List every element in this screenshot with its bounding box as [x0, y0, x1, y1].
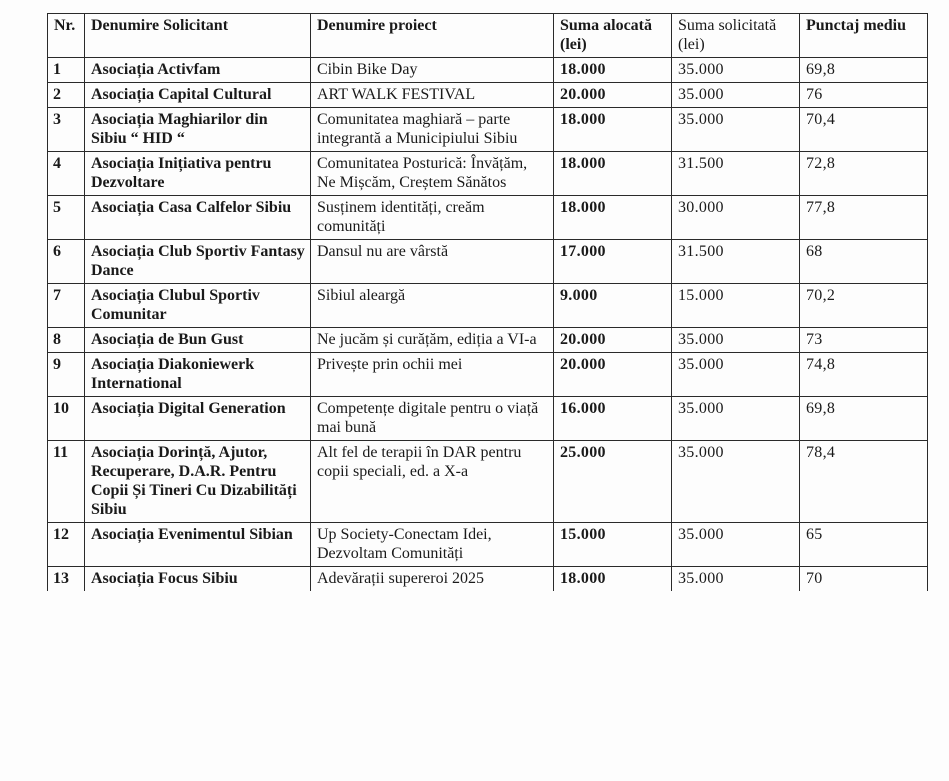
table-row [48, 328, 928, 353]
row-suma-alocata: 9.000 [554, 284, 672, 328]
row-nr: 2 [48, 83, 85, 108]
row-proiect: Dansul nu are vârstă [311, 240, 554, 284]
header-nr: Nr. [48, 14, 85, 58]
row-punctaj: 72,8 [800, 152, 928, 196]
row-punctaj: 69,8 [800, 397, 928, 441]
row-punctaj: 69,8 [800, 58, 928, 83]
row-suma-alocata: 18.000 [554, 58, 672, 83]
row-proiect: Adevărații supereroi 2025 [311, 567, 554, 592]
row-suma-solicitata: 35.000 [672, 523, 800, 567]
row-solicitant: Asociația Clubul Sportiv Comunitar [85, 284, 311, 328]
row-punctaj: 70 [800, 567, 928, 592]
row-suma-solicitata: 35.000 [672, 441, 800, 523]
table-row [48, 152, 928, 196]
row-proiect: ART WALK FESTIVAL [311, 83, 554, 108]
row-punctaj: 70,2 [800, 284, 928, 328]
row-proiect: Competențe digitale pentru o viață mai bună [311, 397, 554, 441]
table-row [48, 240, 928, 284]
row-suma-solicitata: 31.500 [672, 152, 800, 196]
table-row [48, 108, 928, 152]
row-nr: 12 [48, 523, 85, 567]
row-suma-solicitata: 35.000 [672, 328, 800, 353]
table-row [48, 284, 928, 328]
row-punctaj: 74,8 [800, 353, 928, 397]
row-solicitant: Asociația Focus Sibiu [85, 567, 311, 592]
row-punctaj: 70,4 [800, 108, 928, 152]
row-suma-alocata: 20.000 [554, 353, 672, 397]
row-punctaj: 77,8 [800, 196, 928, 240]
row-proiect: Susținem identități, creăm comunități [311, 196, 554, 240]
row-nr: 9 [48, 353, 85, 397]
row-nr: 5 [48, 196, 85, 240]
table-row [48, 441, 928, 523]
table-row [48, 196, 928, 240]
row-nr: 6 [48, 240, 85, 284]
row-suma-alocata: 20.000 [554, 328, 672, 353]
row-suma-alocata: 20.000 [554, 83, 672, 108]
row-suma-solicitata: 31.500 [672, 240, 800, 284]
row-nr: 4 [48, 152, 85, 196]
row-solicitant: Asociația Dorință, Ajutor, Recuperare, D.A.R. Pentru Copii Și Tineri Cu Dizabilități Sibiu [85, 441, 311, 523]
row-nr: 13 [48, 567, 85, 592]
row-suma-alocata: 18.000 [554, 108, 672, 152]
row-suma-alocata: 18.000 [554, 152, 672, 196]
row-suma-alocata: 18.000 [554, 196, 672, 240]
row-suma-alocata: 15.000 [554, 523, 672, 567]
row-nr: 7 [48, 284, 85, 328]
row-solicitant: Asociația Club Sportiv Fantasy Dance [85, 240, 311, 284]
row-suma-solicitata: 35.000 [672, 567, 800, 592]
row-suma-solicitata: 35.000 [672, 353, 800, 397]
row-solicitant: Asociația Maghiarilor din Sibiu “ HID “ [85, 108, 311, 152]
row-punctaj: 68 [800, 240, 928, 284]
table-row [48, 523, 928, 567]
row-punctaj: 65 [800, 523, 928, 567]
row-suma-solicitata: 35.000 [672, 397, 800, 441]
row-nr: 1 [48, 58, 85, 83]
table-row [48, 83, 928, 108]
row-solicitant: Asociația de Bun Gust [85, 328, 311, 353]
row-proiect: Up Society-Conectam Idei, Dezvoltam Comunități [311, 523, 554, 567]
row-solicitant: Asociația Capital Cultural [85, 83, 311, 108]
row-suma-solicitata: 35.000 [672, 58, 800, 83]
row-solicitant: Asociația Activfam [85, 58, 311, 83]
row-nr: 10 [48, 397, 85, 441]
row-proiect: Ne jucăm și curățăm, ediția a VI-a [311, 328, 554, 353]
row-solicitant: Asociația Inițiativa pentru Dezvoltare [85, 152, 311, 196]
table-row [48, 397, 928, 441]
header-solicitant: Denumire Solicitant [85, 14, 311, 58]
row-nr: 11 [48, 441, 85, 523]
row-suma-solicitata: 35.000 [672, 108, 800, 152]
row-proiect: Cibin Bike Day [311, 58, 554, 83]
row-solicitant: Asociația Digital Generation [85, 397, 311, 441]
row-solicitant: Asociația Diakoniewerk International [85, 353, 311, 397]
header-punctaj: Punctaj mediu [800, 14, 928, 58]
row-suma-solicitata: 30.000 [672, 196, 800, 240]
header-proiect: Denumire proiect [311, 14, 554, 58]
row-proiect: Sibiul aleargă [311, 284, 554, 328]
table-row [48, 58, 928, 83]
header-row [48, 14, 928, 58]
row-proiect: Privește prin ochii mei [311, 353, 554, 397]
row-punctaj: 76 [800, 83, 928, 108]
header-suma-solicitata: Suma solicitată (lei) [672, 14, 800, 58]
grant-allocation-table [47, 13, 928, 591]
header-suma-alocata: Suma alocată (lei) [554, 14, 672, 58]
table-row [48, 567, 928, 592]
row-proiect: Alt fel de terapii în DAR pentru copii speciali, ed. a X-a [311, 441, 554, 523]
row-nr: 8 [48, 328, 85, 353]
row-solicitant: Asociația Casa Calfelor Sibiu [85, 196, 311, 240]
row-nr: 3 [48, 108, 85, 152]
row-suma-alocata: 17.000 [554, 240, 672, 284]
row-suma-alocata: 25.000 [554, 441, 672, 523]
row-proiect: Comunitatea maghiară – parte integrantă a Municipiului Sibiu [311, 108, 554, 152]
row-punctaj: 78,4 [800, 441, 928, 523]
table-row [48, 353, 928, 397]
row-proiect: Comunitatea Posturică: Învățăm, Ne Mișcăm, Creștem Sănătos [311, 152, 554, 196]
row-suma-solicitata: 35.000 [672, 83, 800, 108]
row-punctaj: 73 [800, 328, 928, 353]
row-suma-solicitata: 15.000 [672, 284, 800, 328]
row-suma-alocata: 18.000 [554, 567, 672, 592]
row-solicitant: Asociația Evenimentul Sibian [85, 523, 311, 567]
row-suma-alocata: 16.000 [554, 397, 672, 441]
